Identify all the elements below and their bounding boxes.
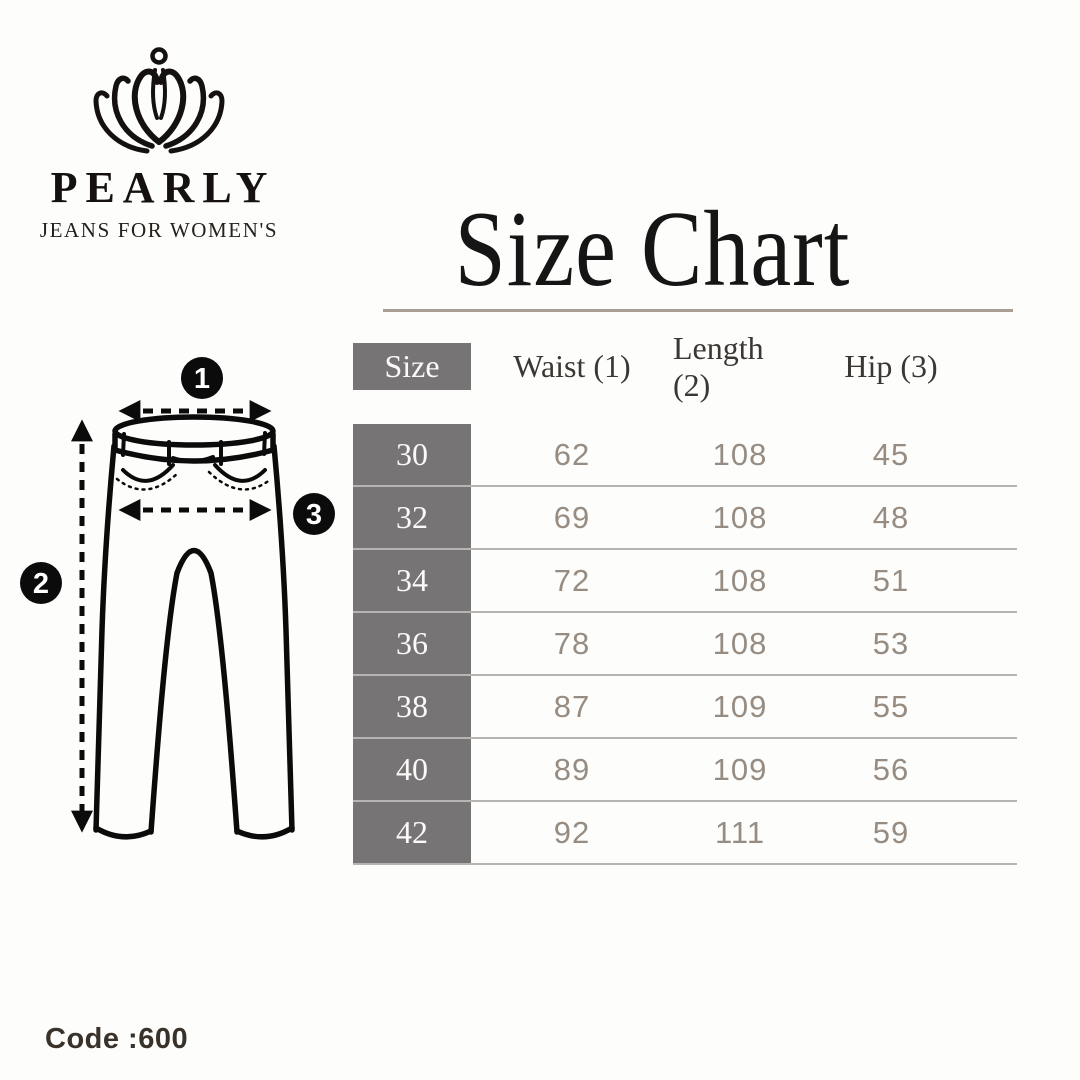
waist-value: 89 — [553, 751, 591, 787]
table-row — [353, 802, 1017, 865]
pants-outline-icon — [0, 330, 360, 850]
product-code: Code :600 — [45, 1023, 189, 1055]
marker-1-label: 1 — [193, 363, 211, 395]
waist-value: 78 — [553, 625, 591, 661]
crown-figure-icon — [84, 46, 234, 158]
table-header-row — [353, 329, 1017, 403]
size-value: 42 — [353, 802, 471, 863]
size-value: 32 — [353, 487, 471, 548]
length-value: 108 — [712, 625, 768, 661]
hip-value: 53 — [872, 625, 910, 661]
hip-value: 51 — [872, 562, 910, 598]
title-underline — [383, 309, 1013, 312]
length-value: 108 — [712, 436, 768, 472]
hip-value: 55 — [872, 688, 910, 724]
brand-logo — [38, 46, 280, 243]
table-row — [353, 613, 1017, 676]
header-length: Length (2) — [673, 329, 764, 403]
waist-value: 69 — [553, 499, 591, 535]
table-row — [353, 550, 1017, 613]
size-value: 34 — [353, 550, 471, 611]
page-title: Size Chart — [454, 188, 851, 309]
length-value: 108 — [712, 562, 768, 598]
marker-2-label: 2 — [32, 568, 50, 600]
waist-value: 72 — [553, 562, 591, 598]
length-value: 111 — [714, 814, 766, 850]
waist-value: 87 — [553, 688, 591, 724]
waist-value: 92 — [553, 814, 591, 850]
pants-diagram — [0, 330, 360, 855]
hip-value: 45 — [872, 436, 910, 472]
header-hip: Hip (3) — [844, 348, 938, 384]
length-value: 109 — [712, 688, 768, 724]
brand-tagline: JEANS FOR WOMEN'S — [39, 218, 279, 242]
table-row — [353, 487, 1017, 550]
hip-value: 56 — [872, 751, 910, 787]
marker-3-label: 3 — [305, 499, 323, 531]
waist-value: 62 — [553, 436, 591, 472]
table-row — [353, 424, 1017, 487]
length-value: 108 — [712, 499, 768, 535]
size-value: 36 — [353, 613, 471, 674]
size-value: 40 — [353, 739, 471, 800]
size-value: 38 — [353, 676, 471, 737]
table-row — [353, 739, 1017, 802]
brand-name: PEARLY — [50, 163, 276, 212]
size-value: 30 — [353, 424, 471, 485]
hip-value: 48 — [872, 499, 910, 535]
length-value: 109 — [712, 751, 768, 787]
header-waist: Waist (1) — [513, 348, 631, 384]
size-table — [353, 329, 1017, 865]
table-row — [353, 676, 1017, 739]
header-size: Size — [353, 343, 471, 390]
hip-value: 59 — [872, 814, 910, 850]
